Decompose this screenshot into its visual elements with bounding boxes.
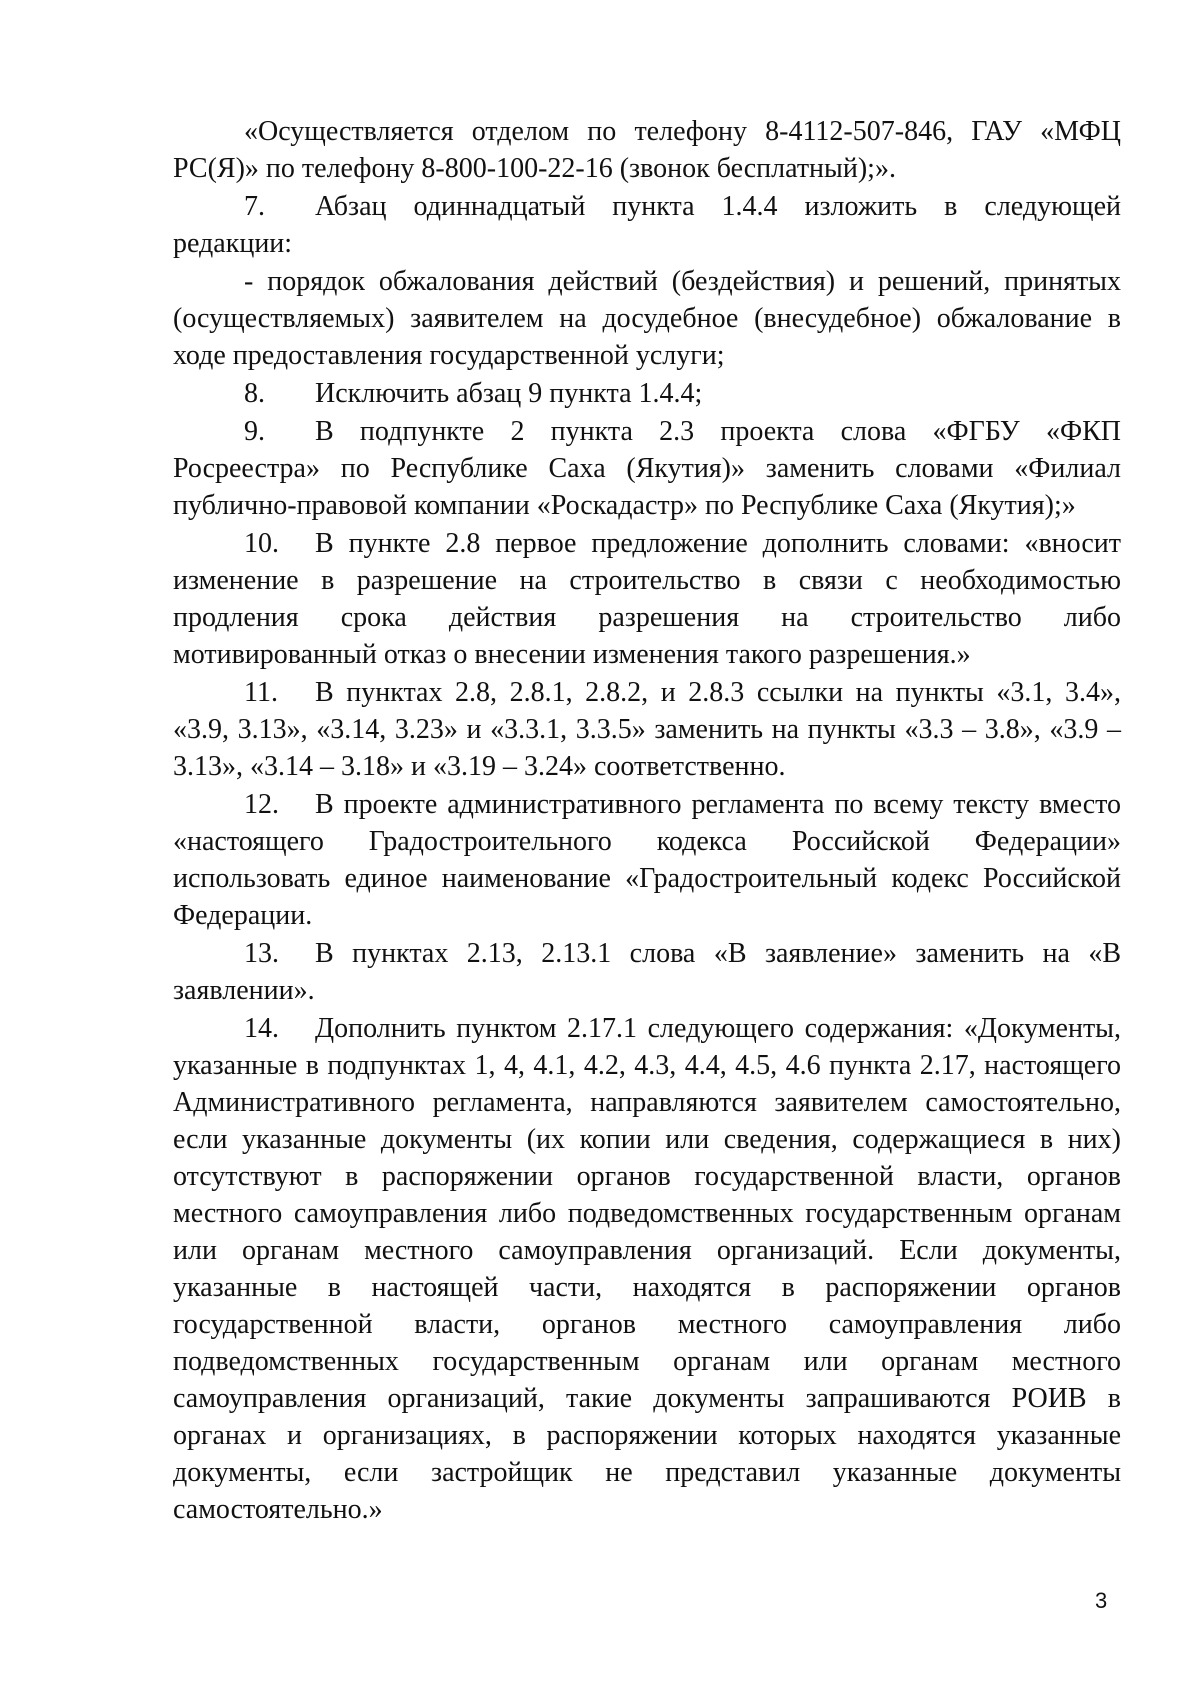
document-body (173, 113, 1121, 1529)
paragraph-item-11 (173, 674, 1121, 785)
item-number: 14. (244, 1013, 279, 1044)
paragraph-text: Дополнить пунктом 2.17.1 следующего содержания: «Документы, указанные в подпунктах 1, 4, 4.1, 4.2, 4.3, 4.4, 4.5, 4.6 пункта 2.17, настоящего Административного регламента, направляются заявителем самостоятельно, если указанные документы (их копии или сведения, содержащиеся в них) отсутствуют в распоряжении органов государственной власти, органов местного самоуправления либо подведомственных государственным органам или органам местного самоуправления организаций. Если документы, указанные в настоящей части, находятся в распоряжении органов государственной власти, органов местного самоуправления либо подведомственных государственным органам или органам местного самоуправления организаций, такие документы запрашиваются РОИВ в органах и организациях, в распоряжении которых находятся указанные документы, если застройщик не представил указанные документы самостоятельно.» (173, 1013, 1121, 1525)
item-number: 12. (244, 789, 279, 820)
paragraph-text: - порядок обжалования действий (бездействия) и решений, принятых (осуществляемых) заявителем на досудебное (внесудебное) обжалование в ходе предоставления государственной услуги; (173, 266, 1121, 371)
paragraph-phone-info (173, 113, 1121, 187)
paragraph-item-12 (173, 786, 1121, 934)
paragraph-text: В подпункте 2 пункта 2.3 проекта слова «ФГБУ «ФКП Росреестра» по Республике Саха (Якутия)» заменить словами «Филиал публично-правовой компании «Роскадастр» по Республике Саха (Якутия);» (173, 416, 1121, 521)
paragraph-text: В пунктах 2.8, 2.8.1, 2.8.2, и 2.8.3 ссылки на пункты «3.1, 3.4», «3.9, 3.13», «3.14, 3.23» и «3.3.1, 3.3.5» заменить на пункты «3.3 – 3.8», «3.9 – 3.13», «3.14 – 3.18» и «3.19 – 3.24» соответственно. (173, 677, 1121, 782)
paragraph-text: В проекте административного регламента по всему тексту вместо «настоящего Градостроительного кодекса Российской Федерации» использовать единое наименование «Градостроительный кодекс Российской Федерации. (173, 789, 1121, 931)
item-number: 11. (244, 677, 278, 708)
paragraph-item-7 (173, 188, 1121, 262)
page-number: 3 (1095, 1588, 1108, 1613)
paragraph-item-14 (173, 1010, 1121, 1528)
paragraph-item-9 (173, 413, 1121, 524)
paragraph-item-8 (173, 375, 1121, 412)
item-number: 10. (244, 528, 279, 559)
item-number: 9. (244, 416, 265, 447)
paragraph-text: В пункте 2.8 первое предложение дополнить словами: «вносит изменение в разрешение на строительство в связи с необходимостью продления срока действия разрешения на строительство либо мотивированный отказ о внесении изменения такого разрешения.» (173, 528, 1121, 670)
paragraph-text: Абзац одиннадцатый пункта 1.4.4 изложить в следующей редакции: (173, 191, 1121, 259)
paragraph-text: В пунктах 2.13, 2.13.1 слова «В заявление» заменить на «В заявлении». (173, 938, 1121, 1006)
paragraph-text: Исключить абзац 9 пункта 1.4.4; (315, 378, 703, 409)
paragraph-item-10 (173, 525, 1121, 673)
paragraph-item-13 (173, 935, 1121, 1009)
paragraph-text: «Осуществляется отделом по телефону 8-4112-507-846, ГАУ «МФЦ РС(Я)» по телефону 8-800-100-22-16 (звонок бесплатный);». (173, 116, 1121, 184)
paragraph-appeal-procedure (173, 263, 1121, 374)
item-number: 7. (244, 191, 265, 222)
item-number: 8. (244, 378, 265, 409)
item-number: 13. (244, 938, 279, 969)
